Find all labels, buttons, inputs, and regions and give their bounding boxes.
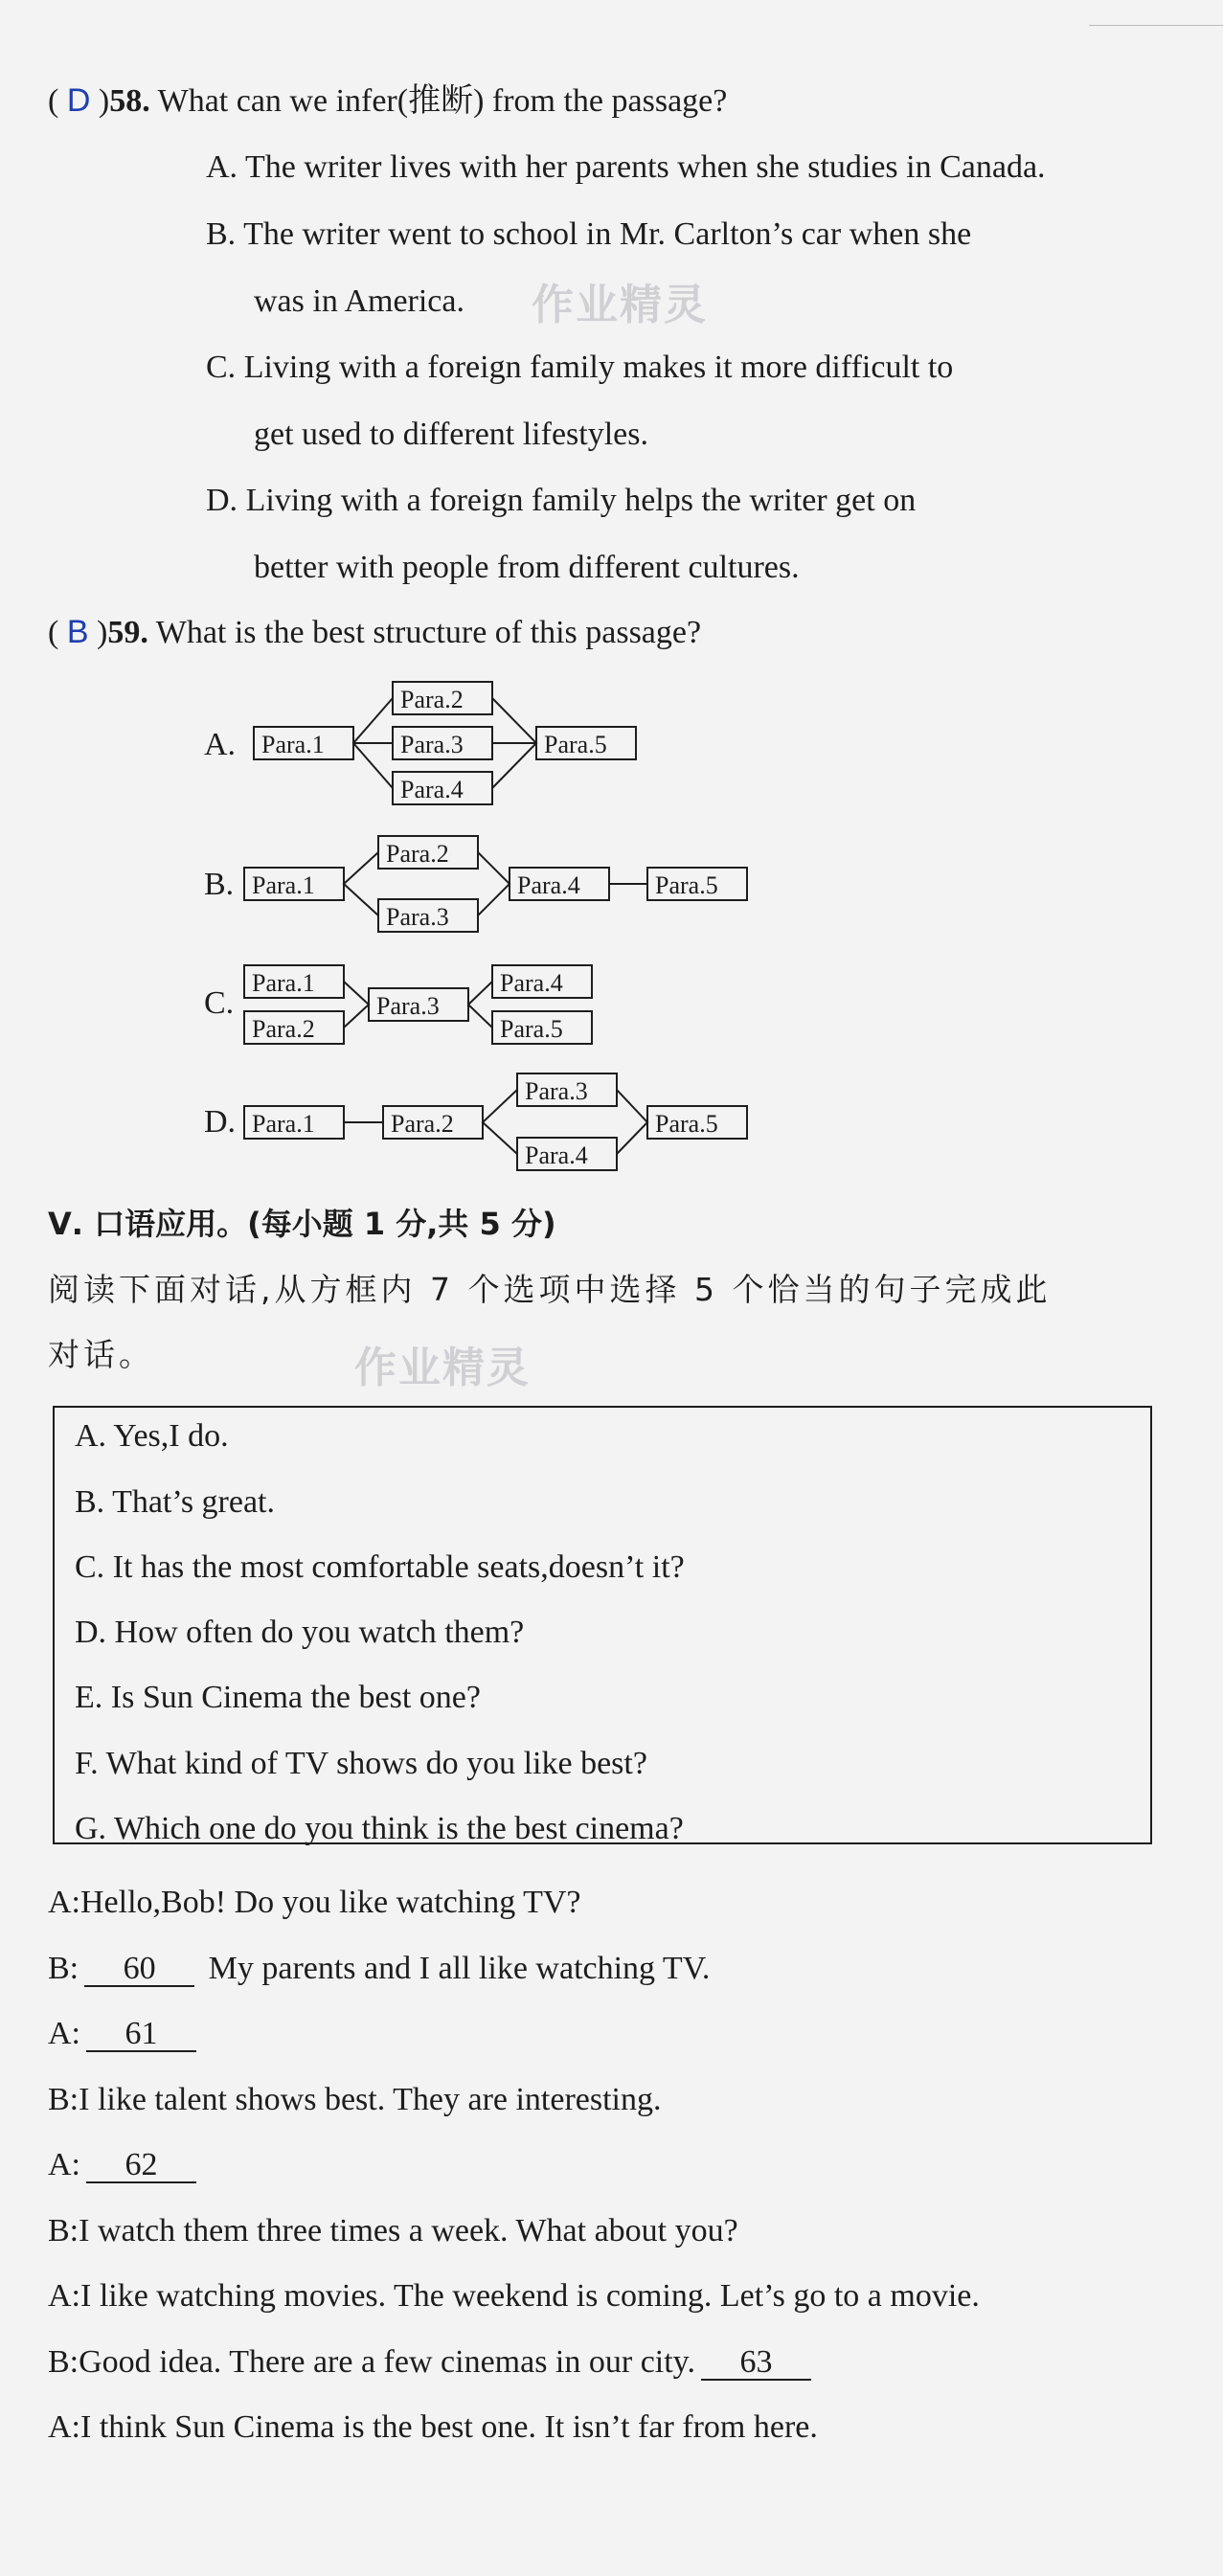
- dialogue-line: B:I like talent shows best. They are interesting.: [48, 2082, 662, 2117]
- dialogue-line: [48, 2346, 817, 2381]
- q58-option-b-cont: was in America.: [254, 283, 464, 319]
- box-para5: Para.5: [655, 1110, 718, 1138]
- q59-question: What is the best structure of this passage?: [155, 615, 702, 650]
- box-para5: Para.5: [544, 731, 607, 758]
- watermark: 作业精灵: [354, 1344, 531, 1392]
- dialogue-line: [48, 2018, 202, 2052]
- dialogue-line: [48, 1953, 710, 1987]
- q58-question: What can we infer(推断) from the passage?: [157, 83, 728, 119]
- diagram-d: [244, 1073, 747, 1170]
- structure-diagrams: [0, 0, 1223, 1207]
- box-para2: Para.2: [400, 686, 464, 713]
- option-text: Living with a foreign family helps the writer get on: [245, 483, 917, 518]
- speaker: B:: [48, 1951, 79, 1986]
- q58-line: ( D )58. What can we infer(推断) from the passage?: [48, 82, 728, 119]
- diagram-c-label: C.: [204, 985, 235, 1021]
- watermark: 作业精灵: [532, 281, 708, 329]
- speaker: A:: [48, 2016, 80, 2051]
- box-para4: Para.4: [500, 969, 563, 997]
- option-c: C. It has the most comfortable seats,doesn’t it?: [75, 1549, 685, 1585]
- instructions-line-2: 对话。: [48, 1336, 154, 1373]
- box-para1: Para.1: [252, 871, 315, 899]
- section-heading: Ⅴ. 口语应用。(每小题 1 分,共 5 分): [48, 1206, 556, 1242]
- option-text: The writer lives with her parents when she studies in Canada.: [244, 149, 1046, 185]
- dialogue-line: A:I like watching movies. The weekend is coming. Let’s go to a movie.: [48, 2278, 980, 2314]
- box-para2: Para.2: [386, 840, 449, 868]
- box-para4: Para.4: [525, 1141, 588, 1169]
- q58-number: 58.: [109, 83, 150, 119]
- dialogue-line: B:I watch them three times a week. What about you?: [48, 2213, 738, 2248]
- box-para3: Para.3: [386, 903, 449, 931]
- box-para1: Para.1: [252, 1110, 315, 1138]
- option-e: E. Is Sun Cinema the best one?: [75, 1680, 481, 1715]
- option-text: Living with a foreign family makes it more difficult to: [243, 350, 954, 385]
- option-letter: B.: [206, 216, 237, 252]
- speaker: A:: [48, 2147, 80, 2182]
- box-para2: Para.2: [391, 1110, 454, 1138]
- blank-63: 63: [701, 2346, 811, 2381]
- dialogue-text: B:Good idea. There are a few cinemas in our city.: [48, 2344, 695, 2380]
- q59-number: 59.: [107, 615, 148, 650]
- dialogue-line: [48, 2149, 202, 2183]
- diagram-b-label: B.: [204, 867, 235, 902]
- option-f: F. What kind of TV shows do you like best?: [75, 1746, 647, 1781]
- box-para3: Para.3: [525, 1077, 588, 1105]
- option-a: A. Yes,I do.: [75, 1418, 229, 1454]
- box-para3: Para.3: [376, 992, 440, 1020]
- option-letter: D.: [206, 483, 238, 518]
- box-para1: Para.1: [261, 731, 325, 758]
- option-letter: A.: [206, 149, 238, 185]
- dialogue-line: A:Hello,Bob! Do you like watching TV?: [48, 1885, 581, 1920]
- blank-60: 60: [84, 1953, 194, 1987]
- option-b: B. That’s great.: [75, 1484, 275, 1520]
- diagram-c: [244, 965, 592, 1044]
- option-g: G. Which one do you think is the best cinema?: [75, 1811, 684, 1846]
- diagram-a: [254, 682, 636, 804]
- instructions-line-1: 阅读下面对话,从方框内 7 个选项中选择 5 个恰当的句子完成此: [48, 1271, 1052, 1308]
- box-para3: Para.3: [400, 731, 464, 758]
- box-para4: Para.4: [400, 776, 464, 803]
- q58-answer: D: [66, 82, 91, 119]
- q59-line: ( B )59. What is the best structure of this passage?: [48, 614, 702, 650]
- box-para5: Para.5: [500, 1015, 563, 1043]
- diagram-a-label: A.: [204, 727, 237, 762]
- q58-option-d-cont: better with people from different cultures.: [254, 550, 800, 585]
- q58-option-c-cont: get used to different lifestyles.: [254, 417, 648, 452]
- box-para5: Para.5: [655, 871, 718, 899]
- diagram-b: [244, 836, 747, 932]
- dialogue-text: My parents and I all like watching TV.: [208, 1951, 711, 1986]
- box-para1: Para.1: [252, 969, 315, 997]
- option-d: D. How often do you watch them?: [75, 1615, 525, 1650]
- diagram-d-label: D.: [204, 1104, 237, 1140]
- box-para4: Para.4: [517, 871, 580, 899]
- q59-answer: B: [66, 614, 89, 650]
- blank-62: 62: [86, 2149, 196, 2183]
- option-text: The writer went to school in Mr. Carlton’s car when she: [243, 216, 972, 252]
- option-letter: C.: [206, 350, 237, 385]
- box-para2: Para.2: [252, 1015, 315, 1043]
- blank-61: 61: [86, 2018, 196, 2052]
- dialogue-line: A:I think Sun Cinema is the best one. It isn’t far from here.: [48, 2409, 818, 2445]
